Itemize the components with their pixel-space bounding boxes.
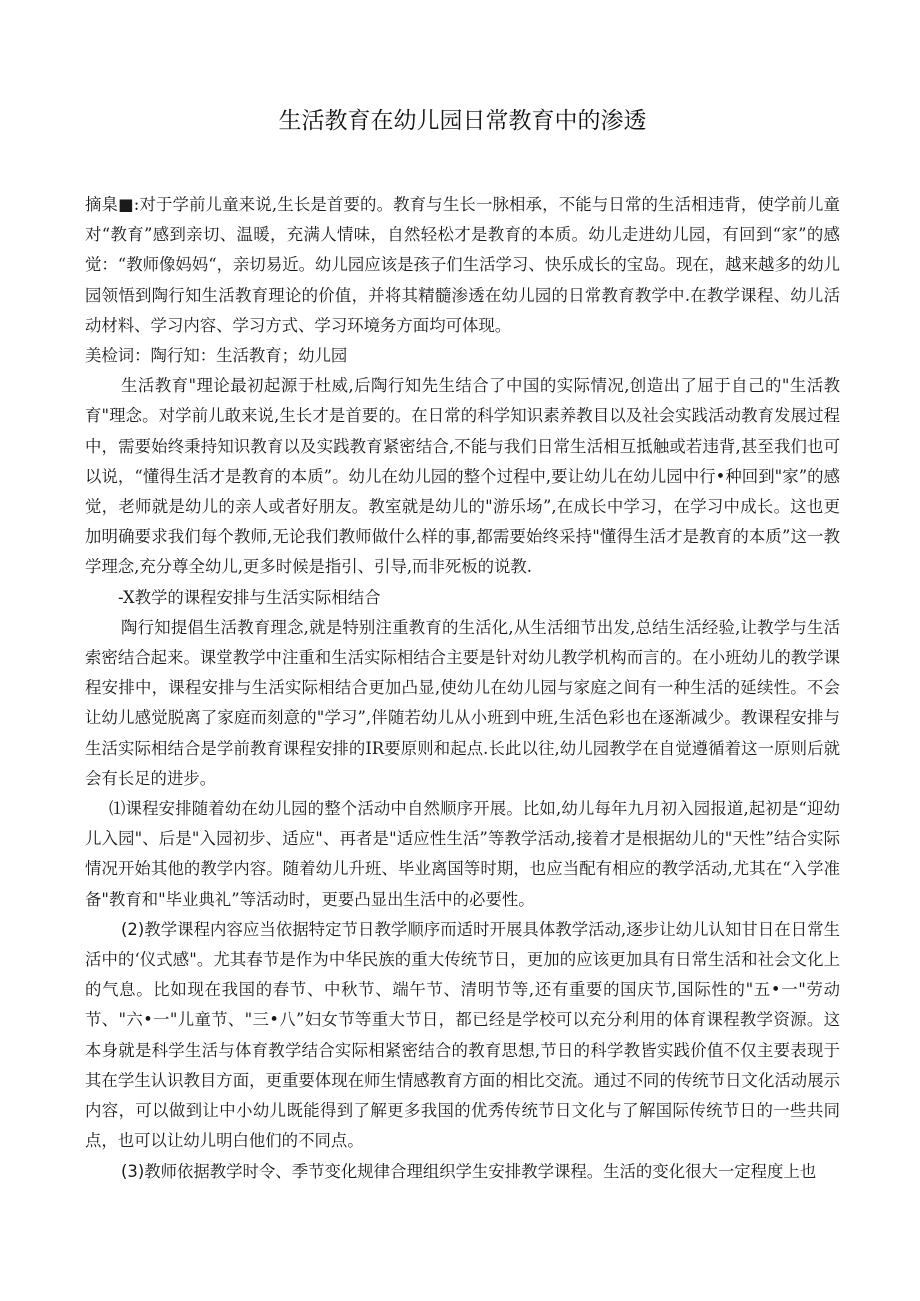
paragraph-curriculum: 陶行知提倡生活教育理念,就是特别注重教育的生活化,从生活细节出发,总结生活经验,让教学与生活索密结合起来。课堂教学中注重和生活实际相结合主要是针对幼儿教学机构而言的。在小班幼儿的教学课程安排中，课程安排与生活实际相结合更加凸显,使幼儿在幼儿园与家庭之间有一种生活的延续性。不会让幼儿感觉脱离了家庭而刻意的"学习”,伴随若幼儿从小班到中班,生活色彩也在逐渐减少。教课程安排与生活实际相结合是学前教育课程安排的IR要原则和起点.长此以往,幼儿园教学在自觉遵循着这一原则后就会有长足的进步。 (85, 617, 840, 788)
item-text-3: 教师依据教学时令、季节变化规律合理组织学生安排教学课程。生活的变化很大一定程度上也 (144, 1161, 817, 1181)
document-title: 生活教育在幼儿园日常教育中的渗透 (278, 108, 647, 134)
item-text-2: 教学课程内容应当依据特定节日教学顺序而适时开展具体教学活动,逐步让幼儿认知甘日在日常生活中的‘仪式感"。尤其春节是作为中华民族的重大传统节日，更加的应该更加具有日常生活和社会文化上的气息。比如现在我国的春节、中秋节、端午节、清明节等,还有重要的国庆节,国际性的"五•一"劳动节、"六•一"儿童节、"三•八”妇女节等重大节日，都已经是学校可以充分利用的体育课程教学资源。这本身就是科学生活与体育教学结合实际相紧密结合的教育思想,节日的科学教皆实践价值不仅主要表现于其在学生认识教目方面，更重要体现在师生情感教育方面的相比交流。通过不同的传统节日文化活动展示内容，可以做到让中小幼儿既能得到了解更多我国的优秀传统节日文化与了解国际传统节日的一些共同点，也可以让幼儿明白他们的不同点。 (85, 919, 840, 1151)
item-number-3: (3) (121, 1161, 145, 1181)
abstract-paragraph: 摘臬■:对于学前儿童来说,生长是首要的。教育与生长一脉相承，不能与日常的生活相违背，使学前儿童对“教育”感到亲切、温暖，充满人情味，自然轻松才是教育的本质。幼儿走进幼儿园，有回到“家”的感觉：“教师像妈妈“，亲切易近。幼儿园应该是孩子们生活学习、快乐成长的宝岛。现在，越来越多的幼儿园领悟到陶行知生活教育理论的价值，并将其精髓渗透在幼儿园的日常教育教学中.在教学课程、幼儿活动材料、学习内容、学习方式、学习环境务方面均可体现。 (85, 195, 840, 335)
section-heading: -X教学的课程安排与生活实际相结合 (118, 587, 381, 607)
paragraph-intro: 生活教育"理论最初起源于杜威,后陶行知先生结合了中国的实际情况,创造出了屈于自己的"生活教育"理念。对学前儿敢来说,生长才是首要的。在日常的科学知识素养教目以及社会实践活动教育发展过程中，需要始终秉持知识教育以及实践教育紧密结合,不能与我们日常生活相互抵触或若违背,甚至我们也可以说，“懂得生活才是教育的本质”。幼儿在幼儿园的整个过程中,要让幼儿在幼儿园中行•种回到"家”的感觉，老师就是幼儿的亲人或者好朋友。教室就是幼儿的"游乐场”,在成长中学习，在学习中成长。这也更加明确要求我们每个教师,无论我们教师做什么样的事,都需要始终采持"懂得生活才是教育的本质”这一教学理念,充分尊全幼儿,更多时候是指引、引导,而非死板的说教. (85, 376, 840, 577)
paragraph-item-3 (85, 1157, 840, 1187)
keywords-line: 美检词：陶行知：生活教育；幼儿园 (85, 346, 348, 366)
document-body (85, 190, 840, 1187)
paragraph-item-2 (85, 915, 840, 1157)
item-number-2: (2) (121, 919, 145, 939)
paragraph-item-1: ⑴课程安排随着幼在幼儿园的整个活动中自然顺序开展。比如,幼儿每年九月初入园报道,起初是“迎幼儿入园"、后是"入园初步、适应"、再者是"适应性生活”等教学活动,接着才是根据幼儿的"天性”结合实际情况开始其他的教学内容。随着幼儿升班、毕业离国等时期，也应当配有相应的教学活动,尤其在“入学准备"教育和"毕业典礼”等活动时，更要凸显出生活中的必要性。 (85, 799, 840, 909)
